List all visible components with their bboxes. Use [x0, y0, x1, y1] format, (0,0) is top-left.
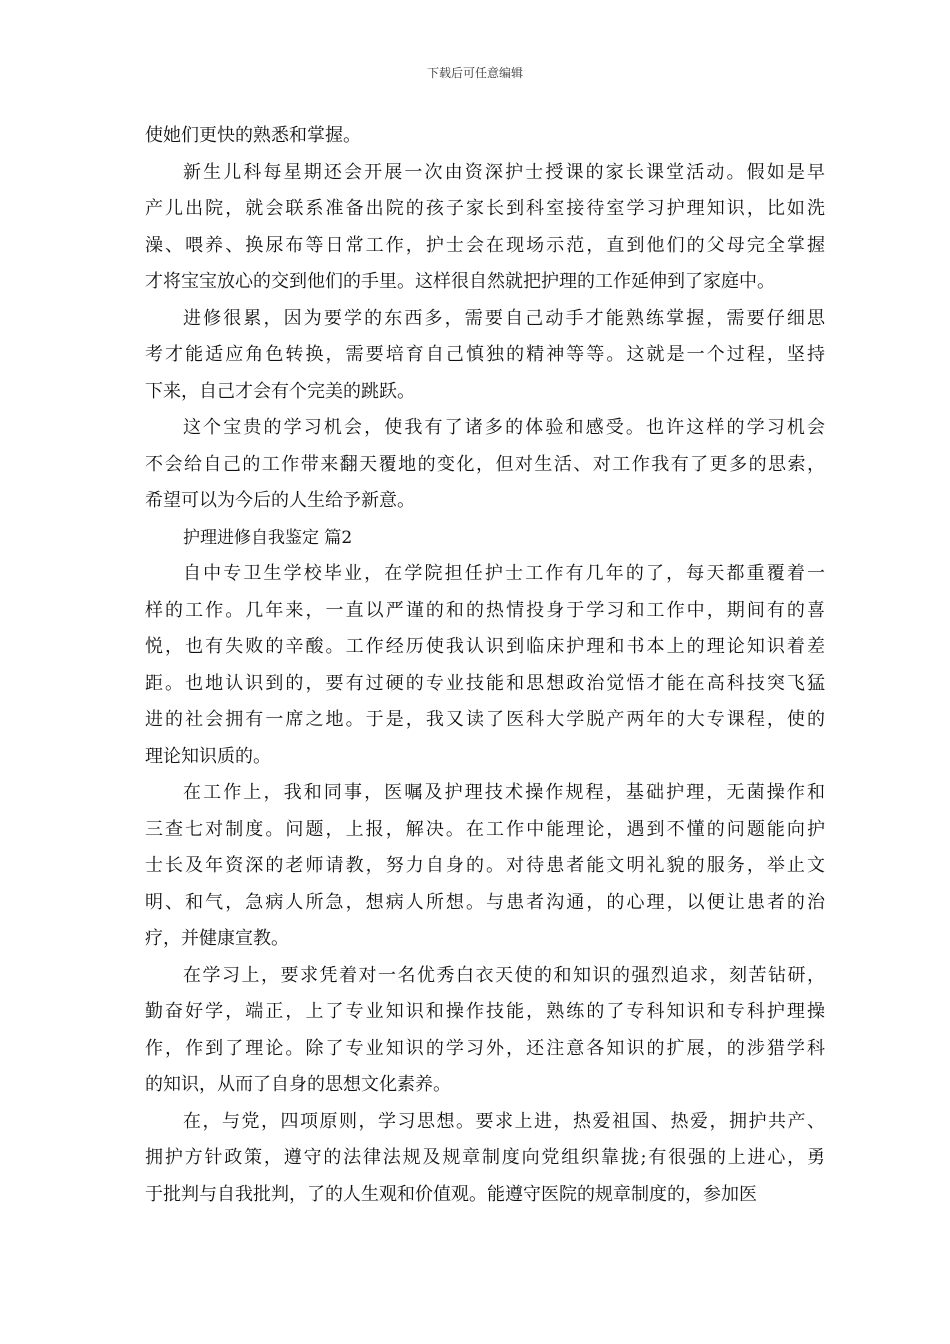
text-line: 才将宝宝放心的交到他们的手里。这样很自然就把护理的工作延伸到了家庭中。 — [145, 271, 775, 292]
text-line: 明、和气，急病人所急，想病人所想。与患者沟通，的心理，以便让患者的治 — [145, 891, 825, 913]
text-line: 进修很累，因为要学的东西多，需要自己动手才能熟练掌握，需要仔细思 — [183, 307, 825, 329]
paragraph — [145, 118, 825, 155]
paragraph — [145, 775, 825, 958]
text-line: 进的社会拥有一席之地。于是，我又读了医科大学脱产两年的大专课程，使的 — [145, 709, 825, 730]
text-line: 这个宝贵的学习机会，使我有了诸多的体验和感受。也许这样的学习机会 — [183, 417, 825, 438]
text-line: 距。也地认识到的，要有过硬的专业技能和思想政治觉悟才能在高科技突飞猛 — [145, 672, 825, 694]
section-heading: 护理进修自我鉴定 篇2 — [183, 527, 353, 548]
text-line: 于批判与自我批判，了的人生观和价值观。能遵守医院的规章制度的，参加医 — [145, 1183, 757, 1205]
page-header: 下载后可任意编辑 — [426, 66, 523, 80]
text-line: 作，作到了理论。除了专业知识的学习外，还注意各知识的扩展，的涉猎学科 — [145, 1037, 825, 1059]
text-line: 不会给自己的工作带来翻天覆地的变化，但对生活、对工作我有了更多的思索， — [145, 453, 825, 475]
text-line: 希望可以为今后的人生给予新意。 — [145, 490, 415, 511]
text-line: 样的工作。几年来，一直以严谨的和的热情投身于学习和工作中，期间有的喜 — [145, 599, 825, 621]
text-line: 考才能适应角色转换，需要培育自己慎独的精神等等。这就是一个过程，坚持 — [145, 344, 825, 365]
paragraph — [145, 1104, 825, 1214]
paragraph — [145, 410, 825, 520]
text-line: 疗，并健康宣教。 — [145, 928, 289, 949]
text-line: 下来，自己才会有个完美的跳跃。 — [145, 380, 415, 402]
text-line: 在工作上，我和同事，医嘱及护理技术操作规程，基础护理，无菌操作和 — [183, 782, 825, 803]
paragraph — [145, 301, 825, 411]
text-line: 产儿出院，就会联系准备出院的孩子家长到科室接待室学习护理知识，比如洗 — [145, 198, 825, 219]
paragraph — [145, 155, 825, 301]
paragraph — [145, 958, 825, 1104]
text-line: 在学习上，要求凭着对一名优秀白衣天使的和知识的强烈追求，刻苦钻研， — [183, 964, 825, 986]
text-line: 新生儿科每星期还会开展一次由资深护士授课的家长课堂活动。假如是早 — [183, 161, 825, 183]
text-line: 澡、喂养、换尿布等日常工作，护士会在现场示范，直到他们的父母完全掌握 — [145, 234, 825, 256]
text-line: 理论知识质的。 — [145, 745, 271, 767]
text-line: 悦，也有失败的辛酸。工作经历使我认识到临床护理和书本上的理论知识着差 — [145, 636, 825, 657]
text-line: 三查七对制度。问题，上报，解决。在工作中能理论，遇到不懂的问题能向护 — [145, 818, 825, 840]
paragraph — [145, 556, 825, 775]
text-line: 拥护方针政策，遵守的法律法规及规章制度向党组织靠拢;有很强的上进心，勇 — [145, 1147, 825, 1168]
text-line: 勤奋好学，端正，上了专业知识和操作技能，熟练的了专科知识和专科护理操 — [145, 1001, 825, 1022]
text-line: 士长及年资深的老师请教，努力自身的。对待患者能文明礼貌的服务，举止文 — [145, 855, 825, 876]
text-line: 使她们更快的熟悉和掌握。 — [145, 125, 361, 146]
text-line: 在，与党，四项原则，学习思想。要求上进，热爱祖国、热爱，拥护共产、 — [183, 1110, 825, 1132]
document-body — [145, 118, 825, 1213]
text-line: 自中专卫生学校毕业，在学院担任护士工作有几年的了，每天都重覆着一 — [183, 563, 825, 584]
text-line: 的知识，从而了自身的思想文化素养。 — [145, 1074, 451, 1095]
